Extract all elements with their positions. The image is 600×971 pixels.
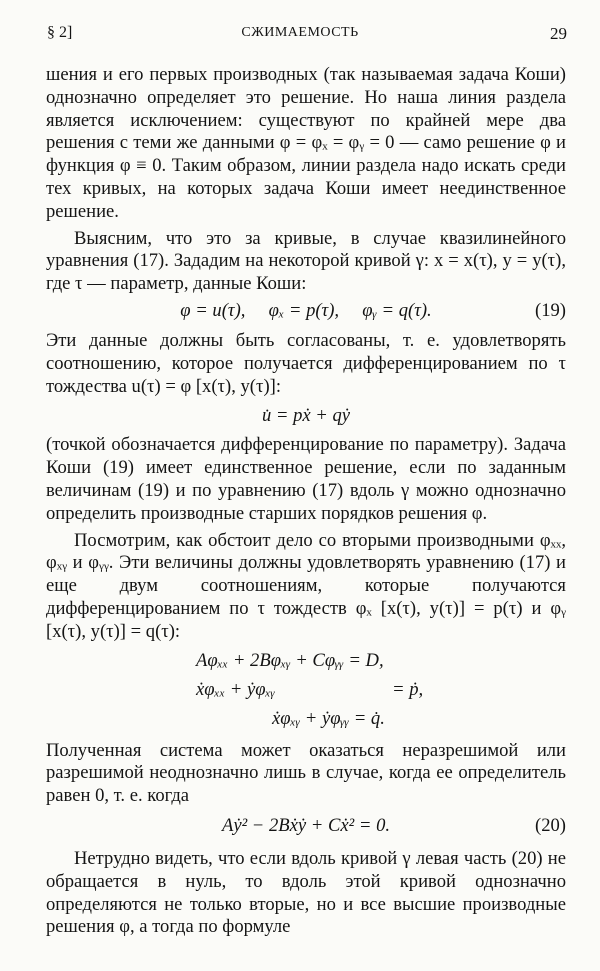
equation-20 — [46, 808, 566, 844]
page-body — [46, 64, 566, 939]
equation-number: (20) — [535, 814, 566, 836]
paragraph: (точкой обозначается дифференцирование по параметру). Задача Коши (19) имеет единственное решение, если по заданным величинам (19) и по уравнению (17) вдоль γ можно однозначно определить производные старших порядков решения φ. — [46, 434, 566, 524]
equation-body: u̇ = pẋ + qẏ — [261, 405, 351, 427]
section-marker: § 2] — [47, 24, 73, 41]
system-line-3: ẋφₓᵧ + ẏφᵧᵧ = q̇. — [272, 707, 385, 729]
paragraph: Выясним, что это за кривые, в случае квазилинейного уравнения (17). Зададим на некоторой кривой γ: x = x(τ), y = y(τ), где τ — параметр, данные Коши: — [46, 227, 566, 295]
page-number: 29 — [550, 24, 567, 43]
equation-number: (19) — [535, 299, 566, 321]
system-line-1: Aφₓₓ + 2Bφₓᵧ + Cφᵧᵧ = D, — [196, 649, 384, 671]
equation-derivative — [46, 398, 566, 434]
paragraph: Эти данные должны быть согласованы, т. е. удовлетворять соотношению, которое получается дифференцированием по τ тождества u(τ) = φ [x(τ), y(τ)]: — [46, 329, 566, 397]
paragraph: Полученная система может оказаться неразрешимой или разрешимой неоднозначно лишь в случае, когда ее определитель равен 0, т. е. когда — [46, 739, 566, 807]
running-head: СЖИМАЕМОСТЬ — [241, 25, 359, 40]
paragraph: Посмотрим, как обстоит дело со вторыми производными φₓₓ, φₓᵧ и φᵧᵧ. Эти величины должны удовлетворять уравнению (17) и еще двум соотношениям, которые получаются дифференцированием по τ тождеств φₓ [x(τ), y(τ)] = p(τ) и φᵧ [x(τ), y(τ)] = q(τ): — [46, 529, 566, 642]
paragraph: Нетрудно видеть, что если вдоль кривой γ левая часть (20) не обращается в нуль, то вдоль этой кривой однозначно определяются не только вторые, но и все высшие производные решения φ, а тогда по формуле — [46, 847, 566, 938]
system-line-2-rhs: = ṗ, — [392, 678, 424, 700]
equation-system — [46, 648, 566, 736]
equation-body: Aẏ² − 2Bẋẏ + Cẋ² = 0. — [221, 814, 391, 836]
equation-19 — [46, 296, 566, 326]
system-line-2: ẋφₓₓ + ẏφₓᵧ — [196, 678, 276, 700]
paragraph: шения и его первых производных (так называемая задача Коши) однозначно определяет это решение. Но наша линия раздела является исключением: существуют по крайней мере два решения с теми же данными φ = φₓ = φᵧ = 0 — само решение φ и функция φ ≡ 0. Таким образом, линии раздела надо искать среди тех кривых, на которых задача Коши имеет неединственное решение. — [46, 64, 566, 222]
equation-body: φ = u(τ), φₓ = p(τ), φᵧ = q(τ). — [180, 299, 432, 321]
